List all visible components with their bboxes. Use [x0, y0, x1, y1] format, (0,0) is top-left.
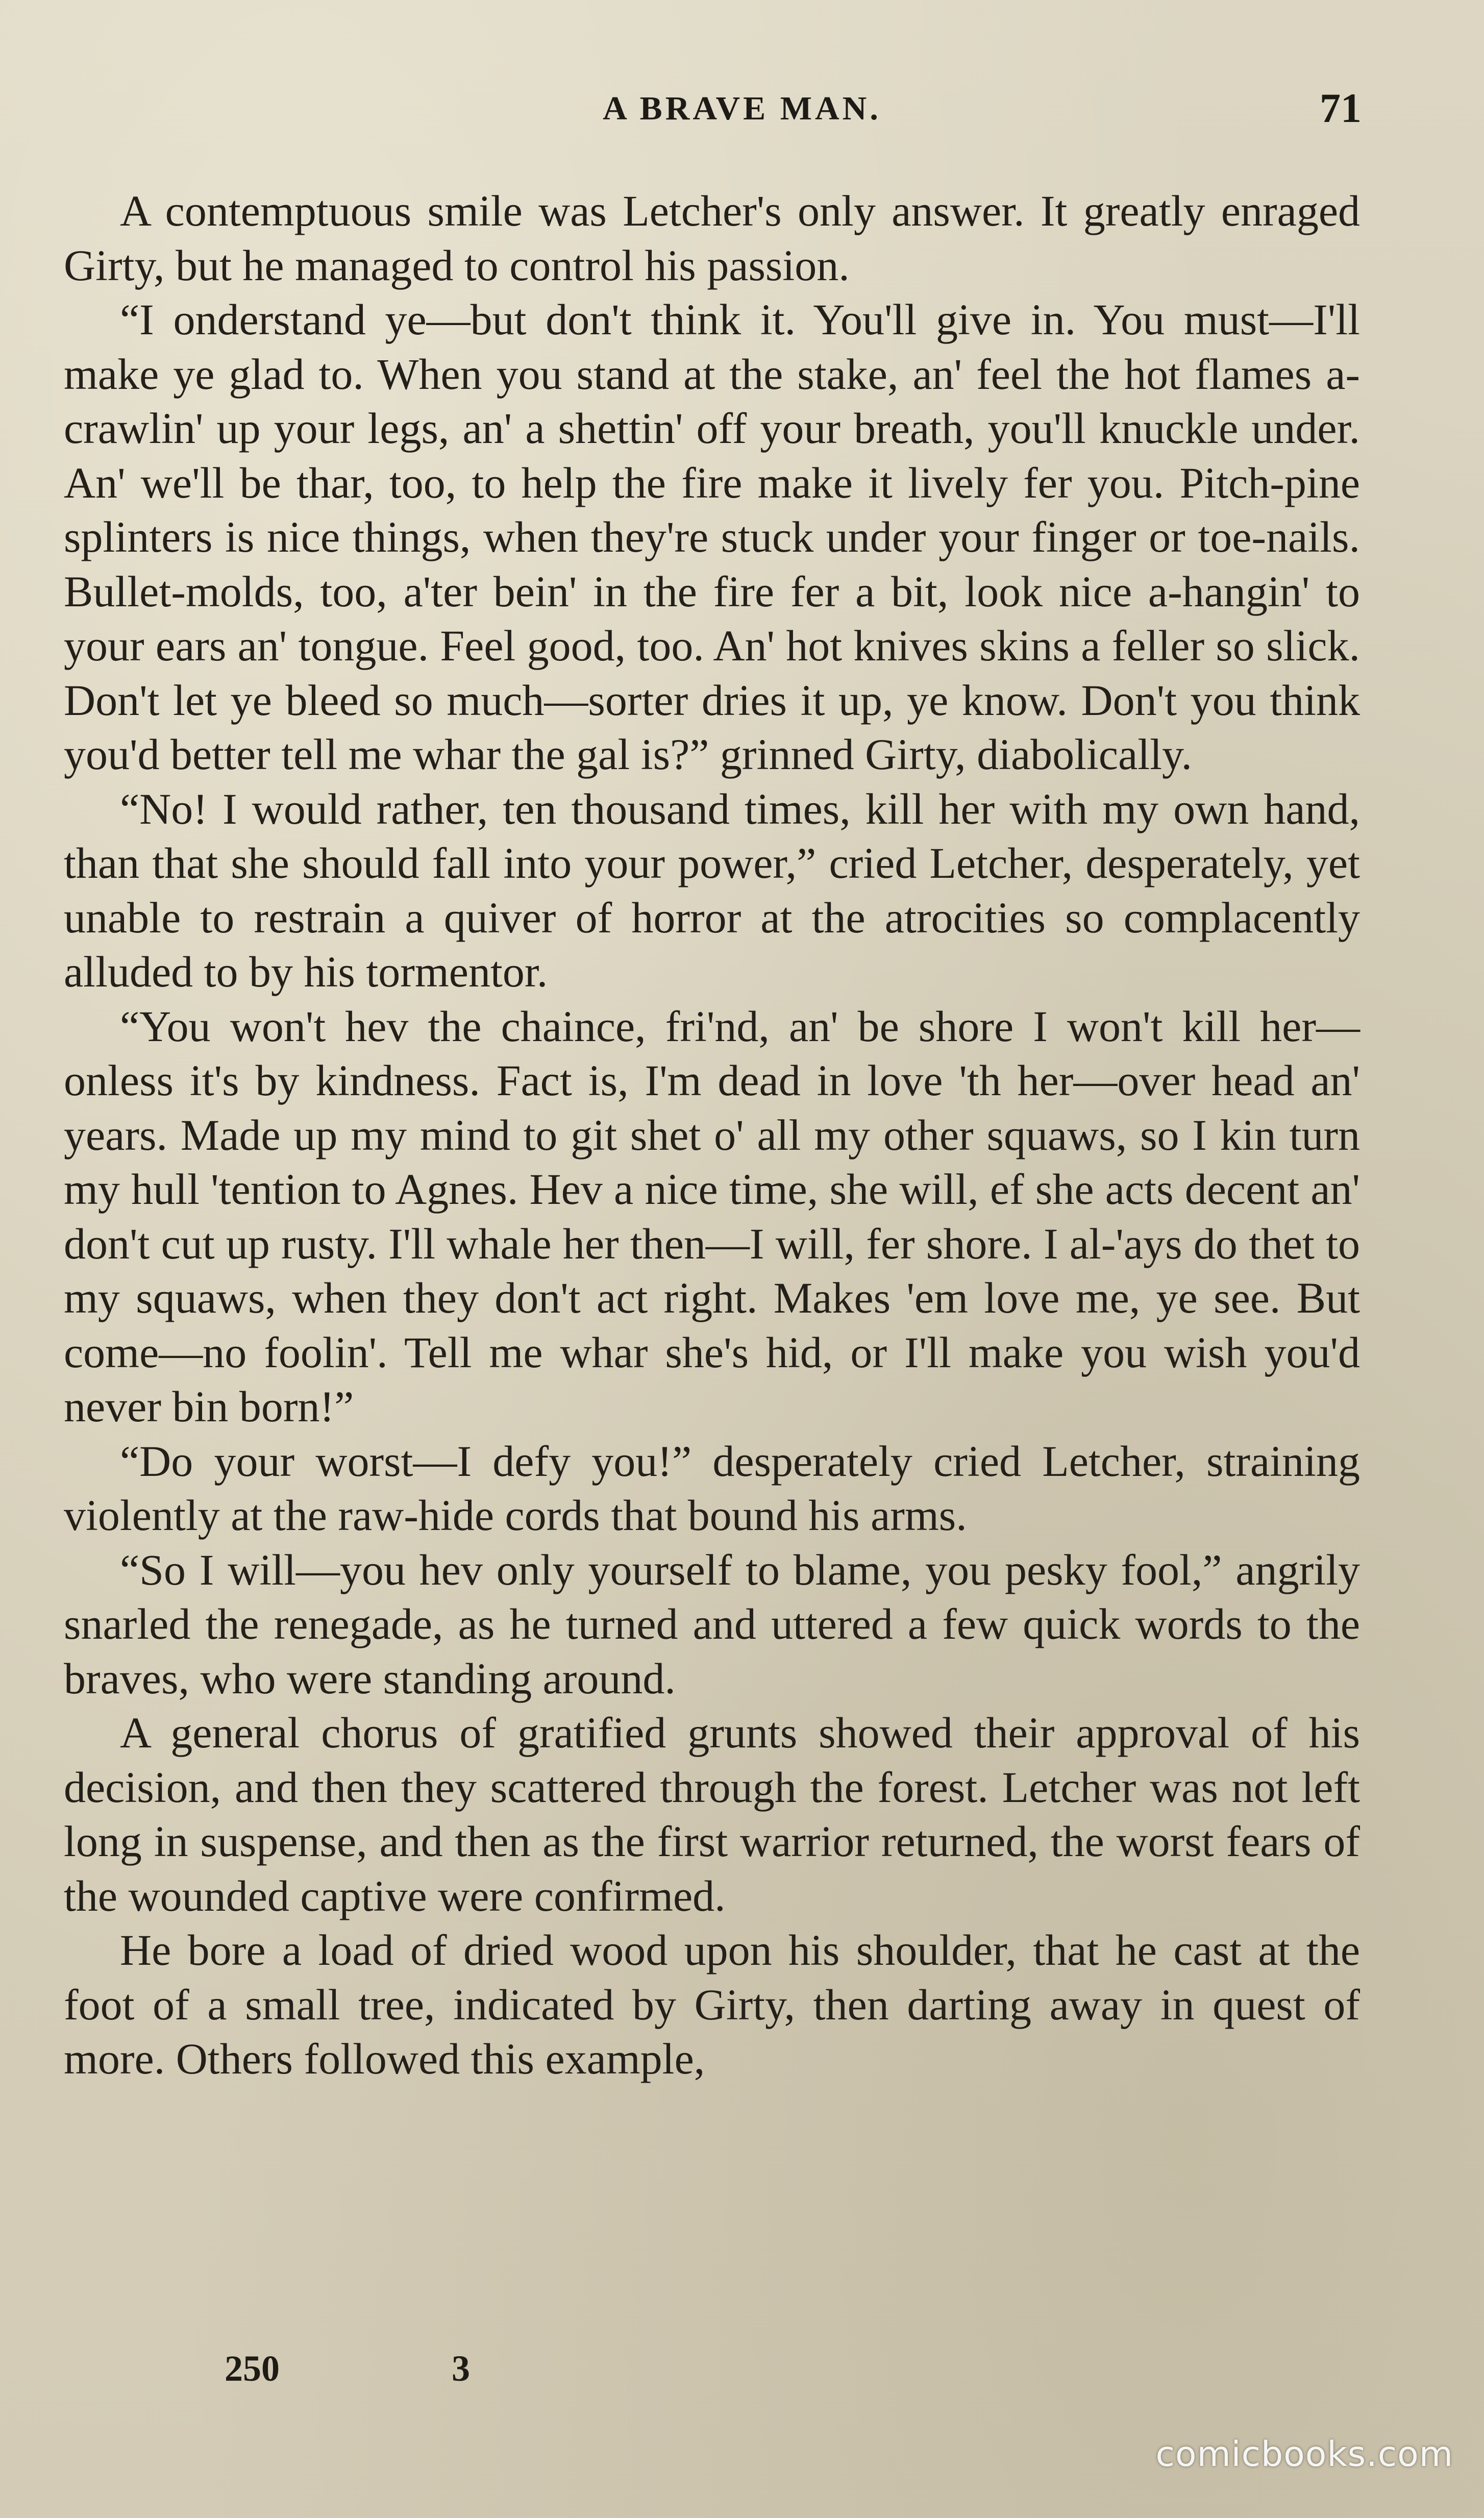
paragraph: “You won't hev the chaince, fri'nd, an' be shore I won't kill her—onless it's by kindness. Fact is, I'm dead in love 'th her—over head an' years. Made up my mind to git shet o' all my other squaws, so I kin turn my hull 'tention to Agnes. Hev a nice time, she will, ef she acts decent an' don't cut up rusty. I'll whale her then—I will, fer shore. I al-'ays do thet to my squaws, when they don't act right. Makes 'em love me, ye see. But come—no foolin'. Tell me whar she's hid, or I'll make you wish you'd never bin born!” [64, 1001, 1360, 1431]
paragraph: “Do your worst—I defy you!” desperately cried Letcher, straining violently at the raw-hide cords that bound his arms. [64, 1436, 1360, 1540]
paragraph: “I onderstand ye—but don't think it. You'll give in. You must—I'll make ye glad to. When you stand at the stake, an' feel the hot flames a-crawlin' up your legs, an' a shettin' off your breath, you'll knuckle under. An' we'll be thar, too, to help the fire make it lively fer you. Pitch-pine splinters is nice things, when they're stuck under your finger or toe-nails. Bullet-molds, too, a'ter bein' in the fire fer a bit, look nice a-hangin' to your ears an' tongue. Feel good, too. An' hot knives skins a feller so slick. Don't let ye bleed so much—sorter dries it up, ye know. Don't you think you'd better tell me whar the gal is?” grinned Girty, diabolically. [64, 295, 1360, 779]
paragraph: A contemptuous smile was Letcher's only answer. It greatly enraged Girty, but he managed to control his passion. [64, 186, 1360, 290]
paragraph: He bore a load of dried wood upon his shoulder, that he cast at the foot of a small tree, indicated by Girty, then darting away in quest of more. Others followed this example, [64, 1925, 1360, 2083]
signature-letter: 3 [452, 2348, 470, 2389]
watermark: comicbooks.com [1155, 2434, 1453, 2475]
signature-number: 250 [225, 2348, 280, 2389]
running-head: A BRAVE MAN. [603, 90, 881, 127]
paragraph: A general chorus of gratified grunts showed their approval of his decision, and then they scattered through the forest. Letcher was not left long in suspense, and then as the first warrior returned, the worst fears of the wounded captive were confirmed. [64, 1708, 1360, 1920]
page-footer [0, 2348, 1484, 2404]
body-text [64, 184, 1360, 2086]
paragraph: “So I will—you hev only yourself to blame, you pesky fool,” angrily snarled the renegade, as he turned and uttered a few quick words to the braves, who were standing around. [64, 1545, 1360, 1703]
page-header [0, 84, 1484, 145]
paragraph: “No! I would rather, ten thousand times, kill her with my own hand, than that she should fall into your power,” cried Letcher, desperately, yet unable to restrain a quiver of horror at the atrocities so complacently alluded to by his tormentor. [64, 784, 1360, 996]
page-number: 71 [1320, 85, 1362, 131]
